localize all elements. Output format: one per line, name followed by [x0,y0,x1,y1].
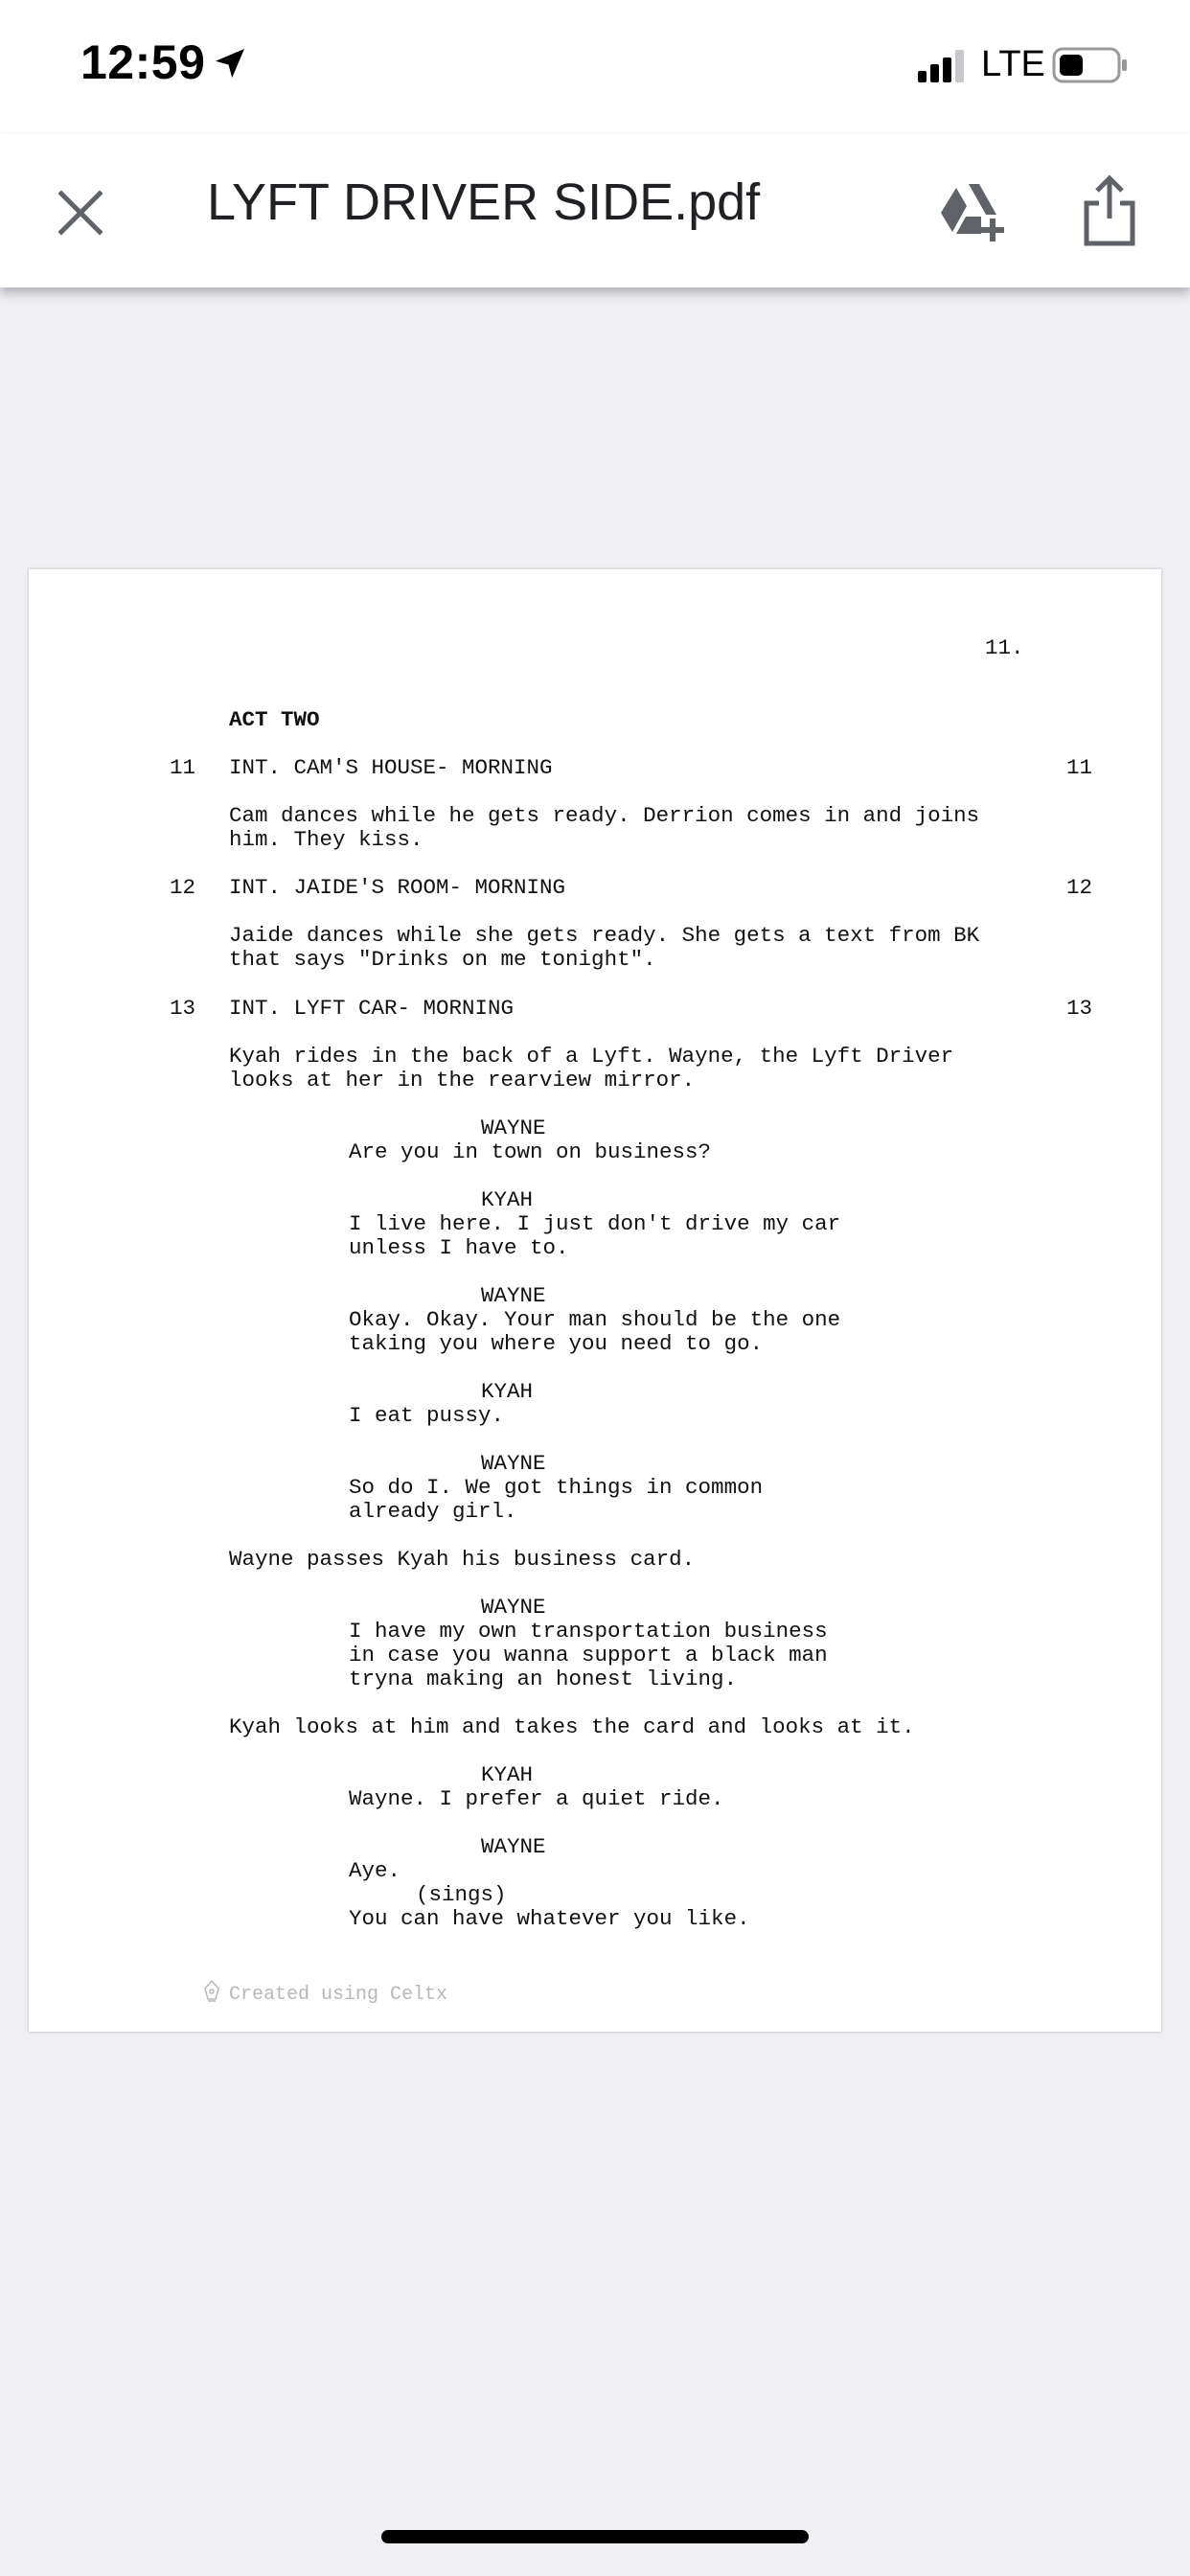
dialogue-line: in case you wanna support a black man [349,1643,828,1668]
action-line: looks at her in the rearview mirror. [229,1068,696,1092]
parenthetical: (sings) [416,1882,507,1907]
file-title: LYFT DRIVER SIDE.pdf [207,173,761,231]
close-icon[interactable] [50,182,111,243]
action-line: him. They kiss. [229,827,423,852]
viewer-toolbar [0,134,1190,288]
status-time: 12:59 [80,35,206,89]
network-type: LTE [981,44,1045,84]
character-name: WAYNE [481,1595,546,1620]
dialogue-line: I live here. I just don't drive my car [349,1211,841,1236]
location-arrow-icon [213,46,247,80]
scene-heading: INT. JAIDE'S ROOM- MORNING [229,875,566,900]
scene-number-right: 11 [1066,755,1093,780]
dialogue-line: taking you where you need to go. [349,1331,764,1356]
celtx-pen-icon [203,1980,220,2003]
dialogue-line: Are you in town on business? [349,1139,712,1164]
dialogue-line: Aye. [349,1858,401,1883]
scene-number-left: 12 [170,875,196,900]
home-indicator[interactable] [381,2530,809,2543]
character-name: KYAH [481,1187,534,1212]
character-name: WAYNE [481,1451,546,1476]
scene-heading: INT. LYFT CAR- MORNING [229,996,515,1021]
scene-number-right: 12 [1066,875,1093,900]
dialogue-line: I eat pussy. [349,1403,505,1428]
pdf-page[interactable] [29,569,1161,2032]
act-heading: ACT TWO [229,707,320,732]
action-line: that says "Drinks on me tonight". [229,947,656,972]
dialogue-line: So do I. We got things in common [349,1475,764,1500]
character-name: KYAH [481,1762,534,1787]
character-name: WAYNE [481,1116,546,1140]
battery-icon [1052,46,1129,84]
dialogue-line: already girl. [349,1499,517,1524]
character-name: WAYNE [481,1834,546,1859]
action-line: Wayne passes Kyah his business card. [229,1547,696,1572]
footer-note: Created using Celtx [229,1984,448,2006]
page-number: 11. [985,635,1024,660]
status-bar [0,0,1190,134]
action-line: Kyah looks at him and takes the card and looks at it. [229,1714,915,1739]
action-line: Jaide dances while she gets ready. She gets a text from BK [229,923,980,948]
dialogue-line: Okay. Okay. Your man should be the one [349,1307,841,1332]
dialogue-line: unless I have to. [349,1235,569,1260]
scene-number-right: 13 [1066,996,1093,1021]
share-icon[interactable] [1081,172,1138,249]
dialogue-line: tryna making an honest living. [349,1667,738,1691]
cellular-signal-icon [918,50,968,82]
character-name: KYAH [481,1379,534,1404]
dialogue-line: You can have whatever you like. [349,1906,750,1931]
scene-heading: INT. CAM'S HOUSE- MORNING [229,755,553,780]
action-line: Cam dances while he gets ready. Derrion comes in and joins [229,803,980,828]
dialogue-line: I have my own transportation business [349,1619,828,1644]
dialogue-line: Wayne. I prefer a quiet ride. [349,1786,724,1811]
scene-number-left: 11 [170,755,196,780]
action-line: Kyah rides in the back of a Lyft. Wayne, the Lyft Driver [229,1044,954,1069]
add-to-drive-icon[interactable] [937,176,1006,245]
character-name: WAYNE [481,1283,546,1308]
scene-number-left: 13 [170,996,196,1021]
